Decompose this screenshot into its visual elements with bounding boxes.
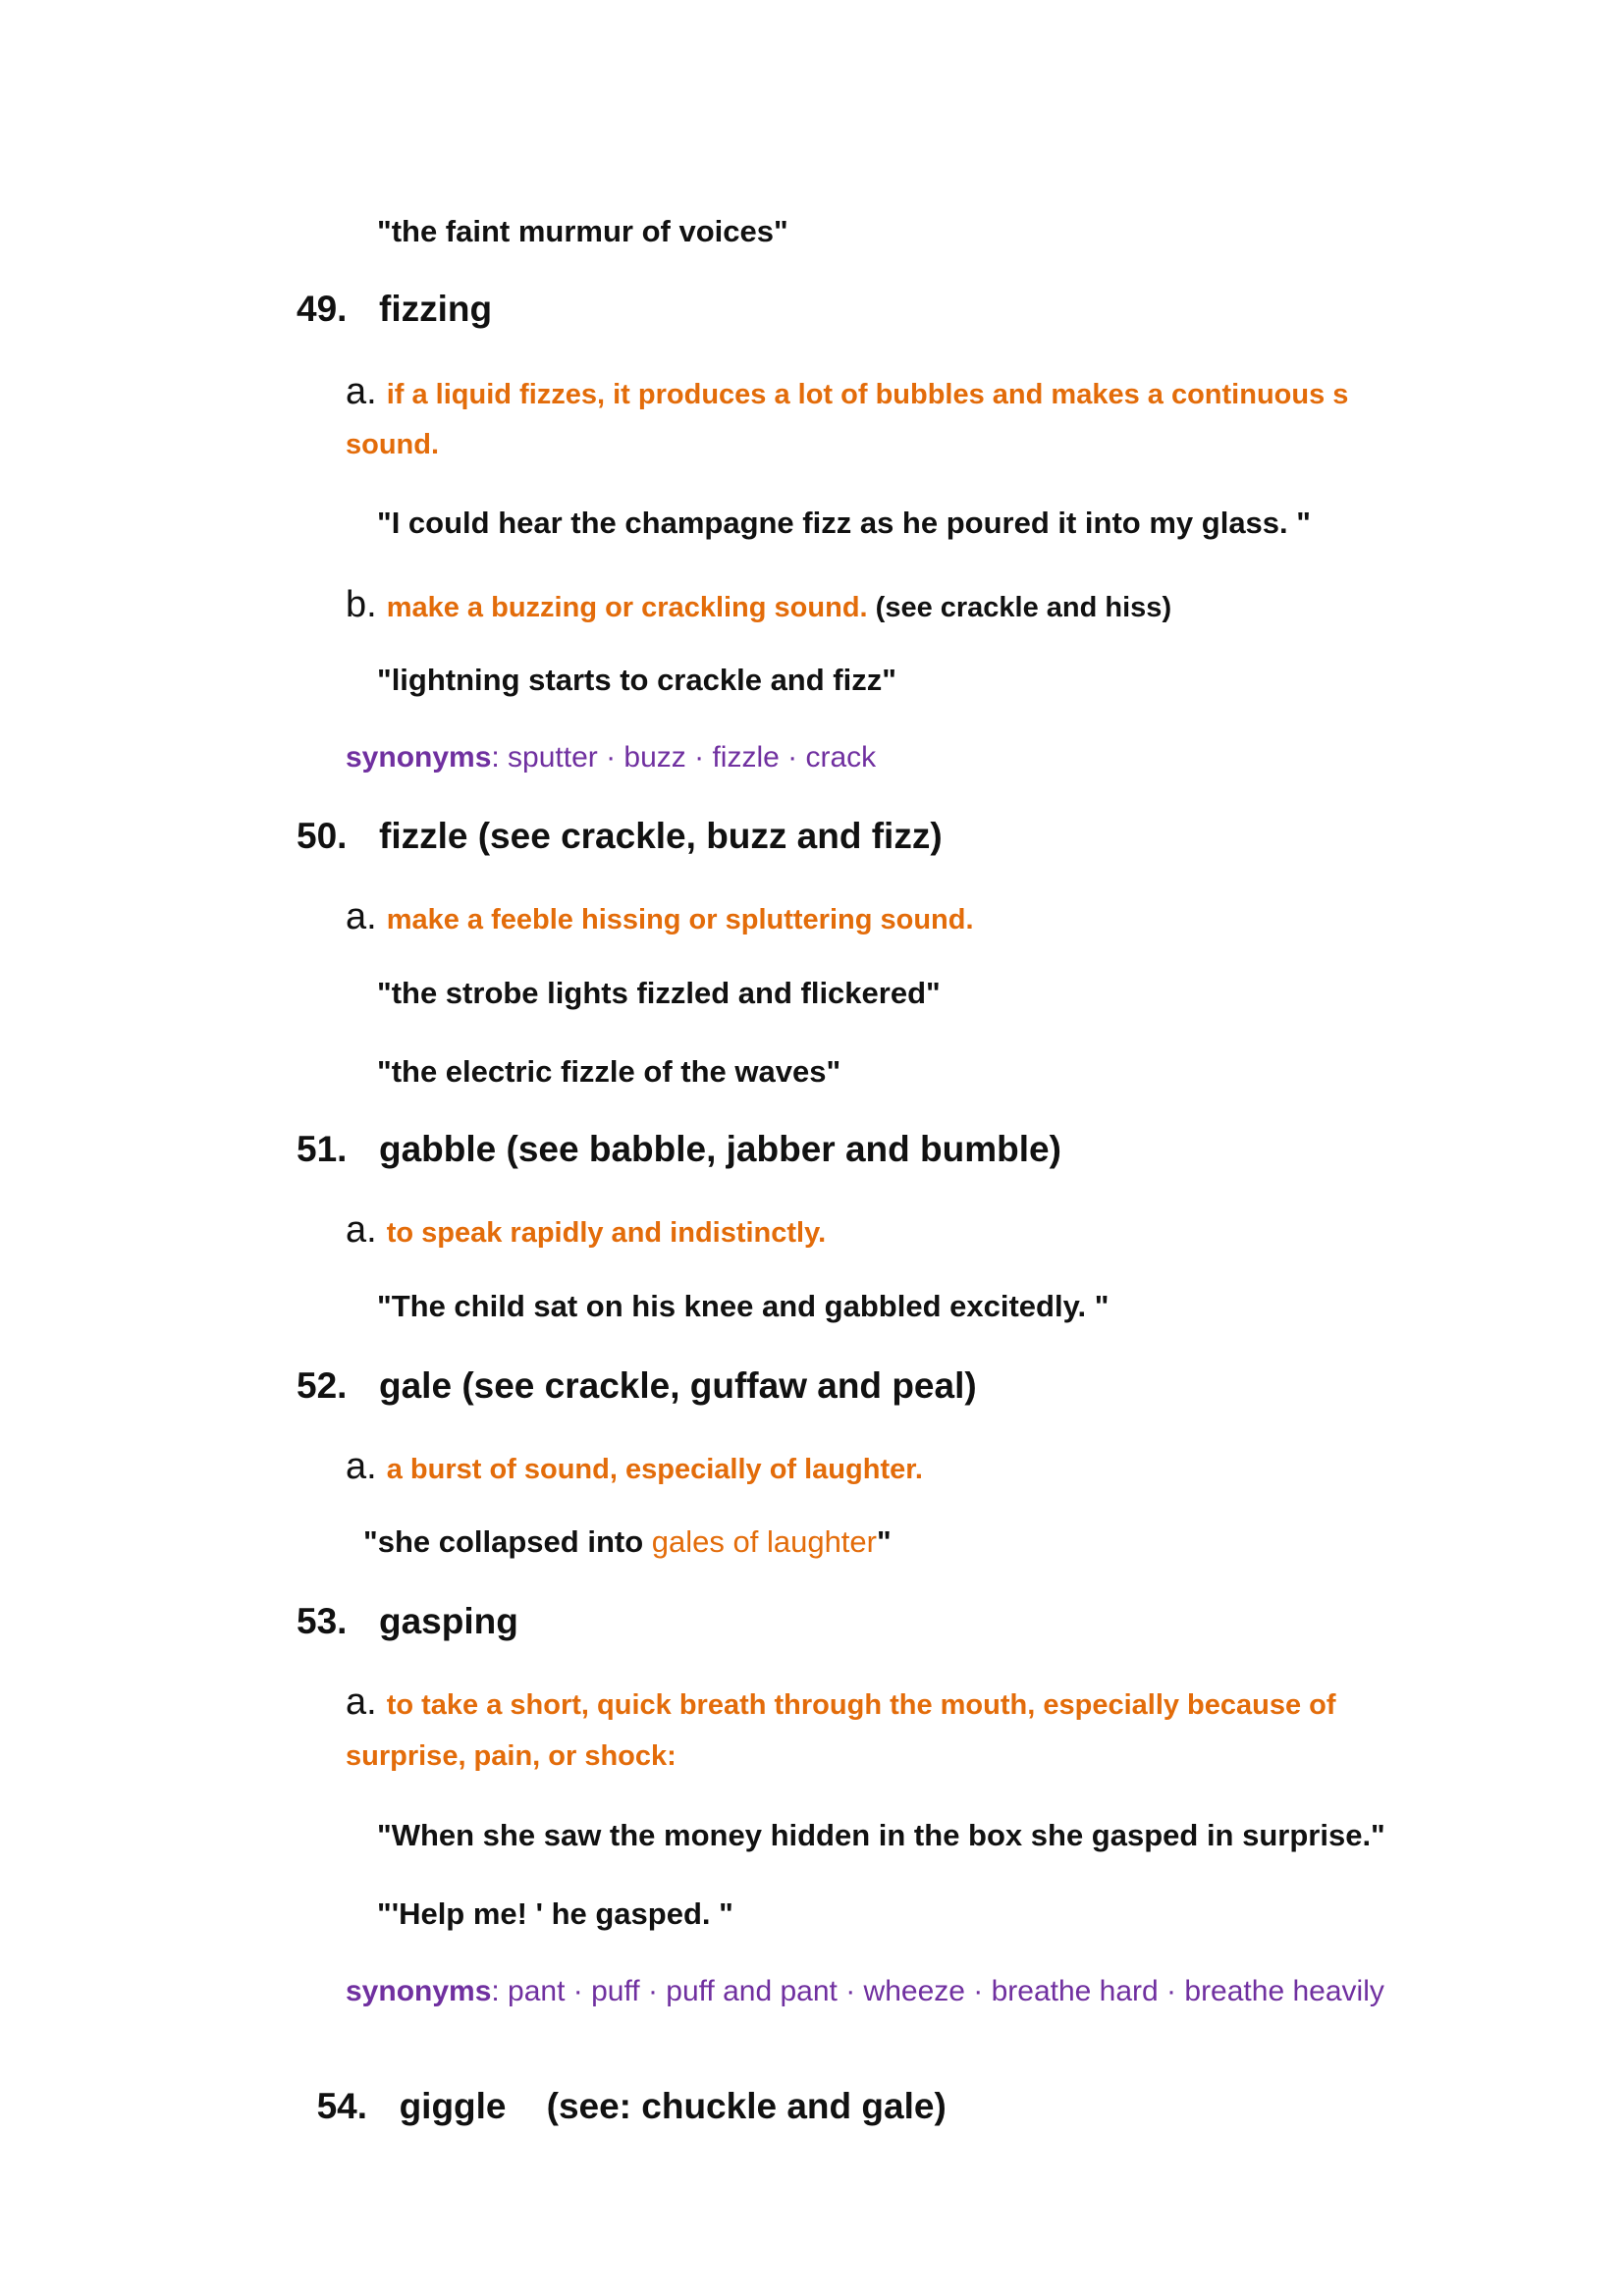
entry-number: 50. bbox=[297, 816, 348, 856]
sense-line bbox=[346, 898, 974, 935]
sense-line bbox=[346, 373, 1348, 410]
sense-letter: a. bbox=[346, 1446, 377, 1487]
example-quote: "When she saw the money hidden in the box she gasped in surprise." bbox=[377, 1818, 1385, 1852]
sense-line bbox=[346, 1683, 1336, 1721]
definition-text: make a buzzing or crackling sound. bbox=[386, 592, 868, 623]
example-quote: "The child sat on his knee and gabbled excitedly. " bbox=[377, 1289, 1110, 1323]
entry-title: giggle (see: chuckle and gale) bbox=[399, 2086, 947, 2126]
definition-text: to speak rapidly and indistinctly. bbox=[386, 1217, 827, 1249]
example-quote bbox=[363, 1526, 892, 1557]
definition-text: if a liquid fizzes, it produces a lot of bubbles and makes a continuous s bbox=[386, 379, 1349, 410]
see-also-note: (see crackle and hiss) bbox=[875, 592, 1172, 623]
entry-title: gabble (see babble, jabber and bumble) bbox=[379, 1129, 1061, 1169]
synonyms-list: : sputter · buzz · fizzle · crack bbox=[491, 741, 877, 774]
example-quote: "the electric fizzle of the waves" bbox=[377, 1054, 841, 1089]
synonyms-list: : pant · puff · puff and pant · wheeze · breathe hard · breathe heavily bbox=[491, 1975, 1384, 2007]
sense-letter: a. bbox=[346, 1209, 377, 1251]
sense-line bbox=[346, 586, 1171, 623]
example-quote: "the strobe lights fizzled and flickered" bbox=[377, 976, 941, 1010]
entry-title: fizzing bbox=[379, 289, 493, 329]
sense-letter: a. bbox=[346, 896, 377, 937]
definition-continuation: sound. bbox=[346, 429, 440, 460]
entry-number: 52. bbox=[297, 1365, 348, 1406]
entry-heading bbox=[297, 2052, 947, 2124]
sense-line bbox=[346, 1448, 923, 1485]
entry-number: 49. bbox=[297, 289, 348, 329]
entry-heading bbox=[297, 1367, 977, 1404]
definition-text: make a feeble hissing or spluttering sound. bbox=[386, 904, 974, 935]
example-quote: "'Help me! ' he gasped. " bbox=[377, 1896, 733, 1931]
entry-title: fizzle (see crackle, buzz and fizz) bbox=[379, 816, 943, 856]
quote-highlight: gales of laughter bbox=[651, 1524, 877, 1559]
example-quote: "lightning starts to crackle and fizz" bbox=[377, 663, 896, 697]
definition-text: a burst of sound, especially of laughter. bbox=[386, 1454, 923, 1485]
entry-heading bbox=[297, 1131, 1061, 1167]
synonyms-line bbox=[346, 743, 876, 773]
definition-continuation: surprise, pain, or shock: bbox=[346, 1740, 677, 1772]
entry-heading bbox=[297, 291, 492, 327]
entry-title: gasping bbox=[379, 1601, 518, 1641]
entry-number: 54. bbox=[316, 2086, 367, 2126]
example-quote: "I could hear the champagne fizz as he poured it into my glass. " bbox=[377, 506, 1311, 540]
synonyms-label: synonyms bbox=[346, 1975, 492, 2007]
sense-line bbox=[346, 1211, 826, 1249]
quote-text: " bbox=[876, 1524, 892, 1559]
definition-text: to take a short, quick breath through the mouth, especially because of bbox=[386, 1689, 1336, 1721]
entry-heading bbox=[297, 1603, 518, 1639]
sense-letter: a. bbox=[346, 1682, 377, 1723]
sense-letter: b. bbox=[346, 584, 377, 625]
entry-title: gale (see crackle, guffaw and peal) bbox=[379, 1365, 977, 1406]
sense-letter: a. bbox=[346, 371, 377, 412]
synonyms-line bbox=[346, 1977, 1384, 2006]
example-quote: "the faint murmur of voices" bbox=[377, 214, 788, 248]
synonyms-label: synonyms bbox=[346, 741, 492, 774]
entry-number: 53. bbox=[297, 1601, 348, 1641]
entry-number: 51. bbox=[297, 1129, 348, 1169]
entry-heading bbox=[297, 818, 943, 854]
quote-text: "she collapsed into bbox=[363, 1524, 652, 1559]
